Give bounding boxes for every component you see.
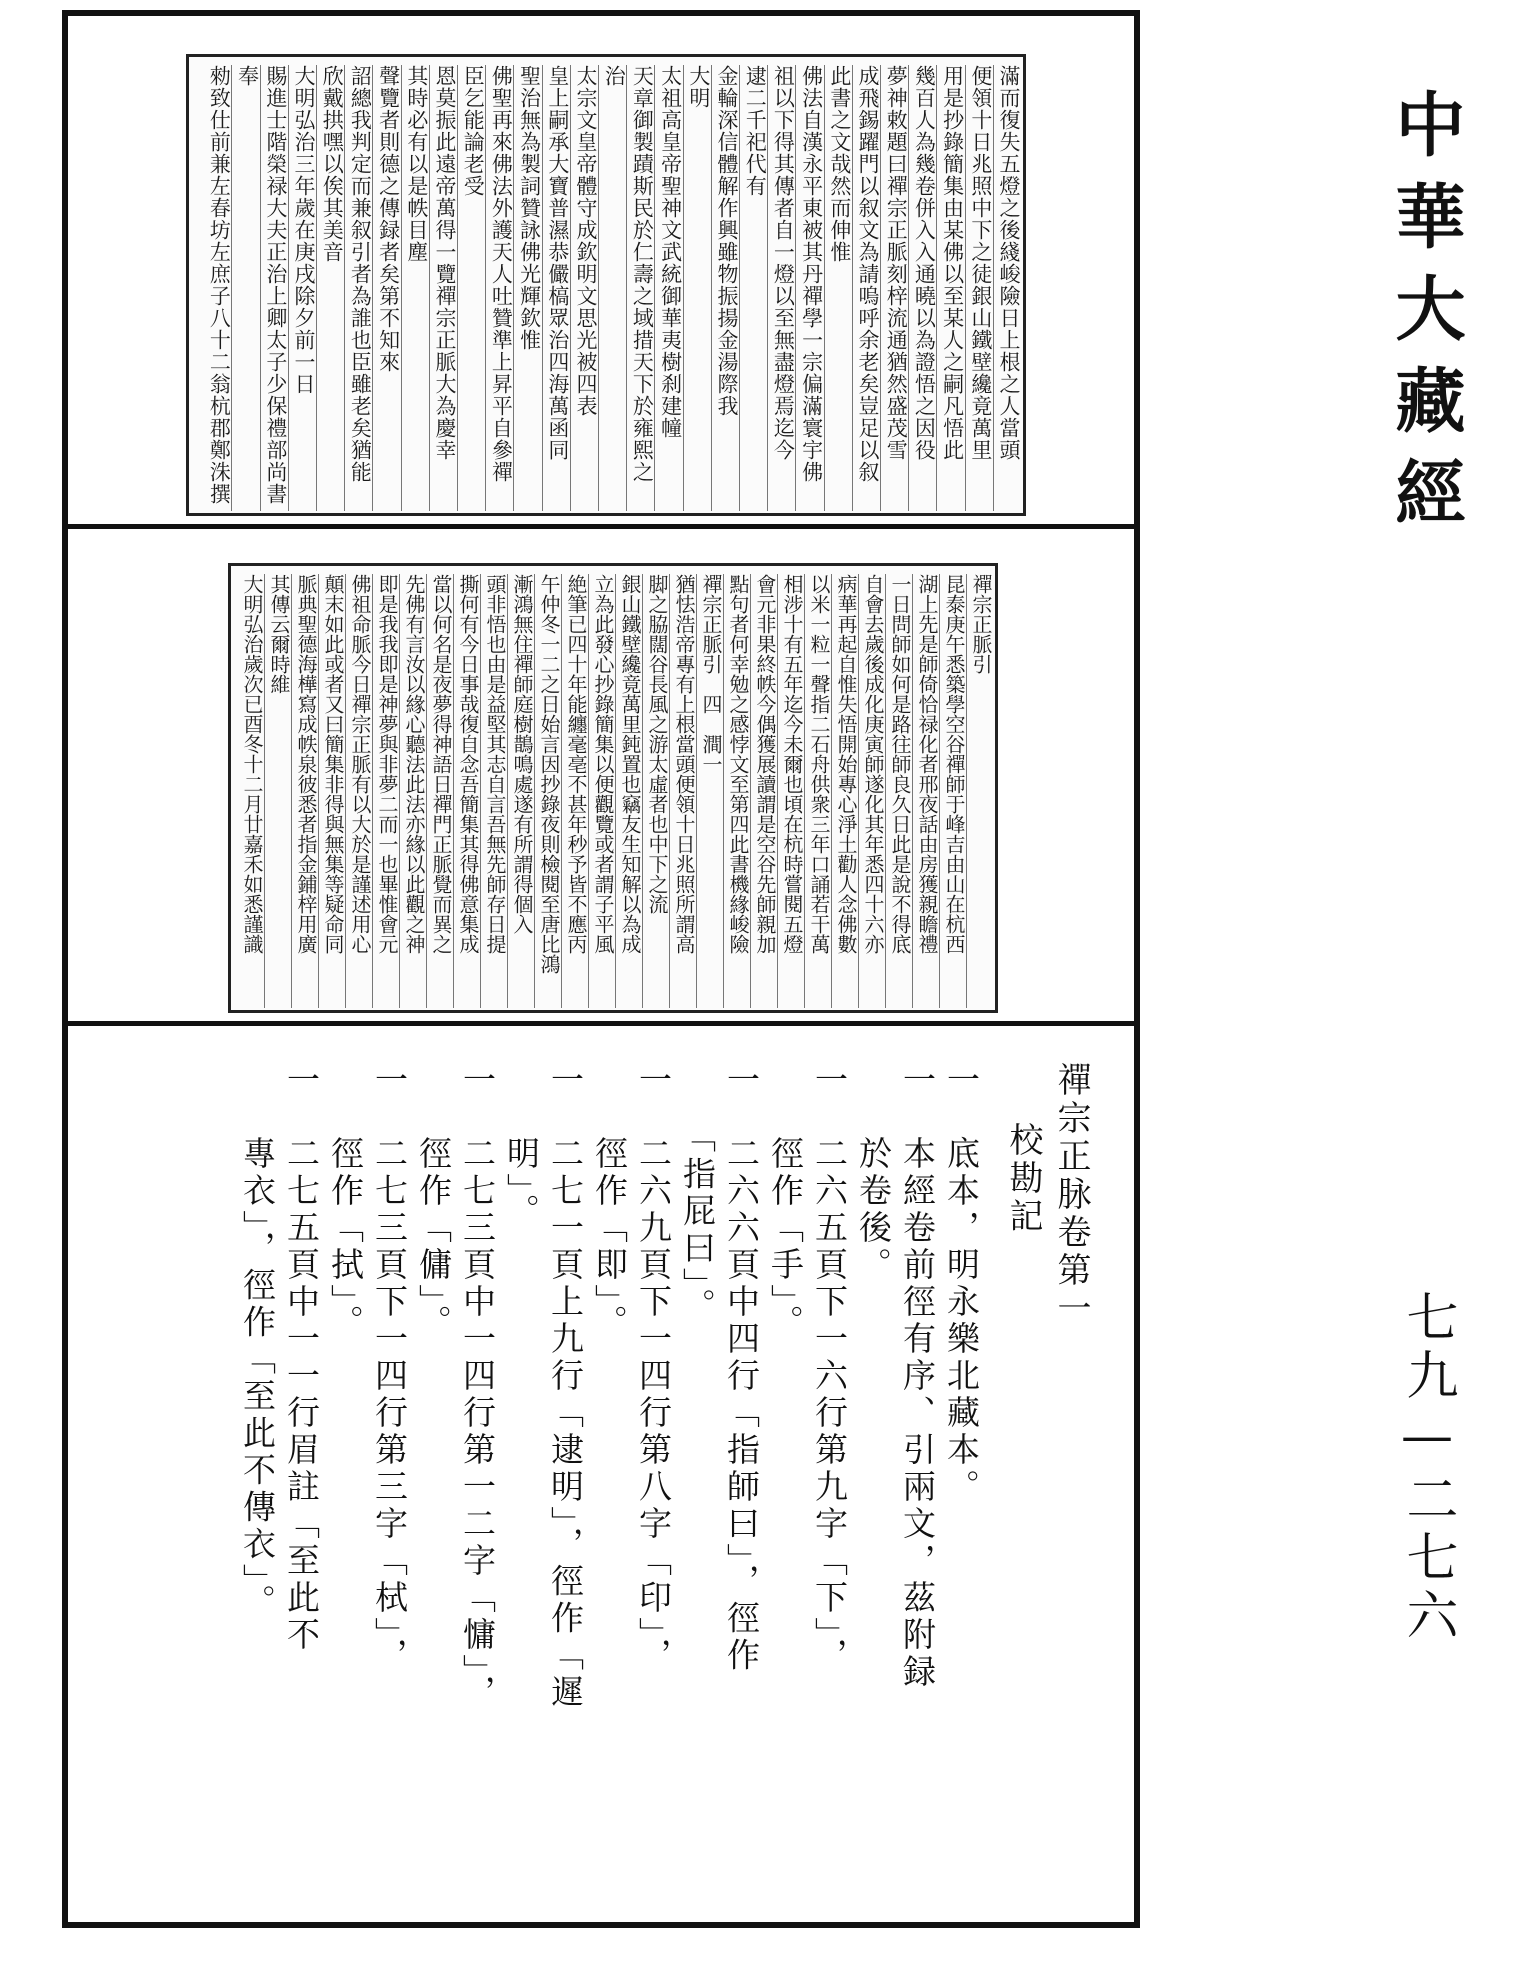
middle-text-column: 顛末如此或者又曰簡集非得與無集等疑命同 [321,574,345,954]
middle-text-column-rule [777,574,778,1008]
middle-text-column: 即是我我即是神夢與非夢二而一也畢惟會元 [375,574,399,954]
top-text-column-rule [654,65,655,511]
middle-text-column-rule [642,574,643,1008]
top-text-column-rule [542,65,543,511]
middle-text-column-rule [318,574,319,1008]
top-text-column-rule [711,65,712,511]
middle-text-column-rule [831,574,832,1008]
note-column: 「指屁曰」。 [678,1062,717,1325]
note-column: 一 二七三頁下一四行第三字「栻」， [370,1062,409,1675]
middle-text-column-rule [426,574,427,1008]
middle-text-column: 會元非果終帙今偶獲展讀謂是空谷先師親加 [753,574,777,954]
top-text-column: 大明 [686,65,711,109]
top-text-column-rule [429,65,430,511]
top-text-column: 天章御製蹟斯民於仁壽之域措天下於雍熙之 [630,65,655,483]
middle-text-column-rule [372,574,373,1008]
top-text-column-rule [626,65,627,511]
top-text-column-rule [852,65,853,511]
middle-text-column: 脈典聖德海樺寫成帙泉彼悉者指金鋪梓用廣 [294,574,318,954]
top-text-column-rule [570,65,571,511]
middle-text-column: 猶怯浩帝專有上根當頭便領十日兆照所謂高 [672,574,696,954]
notes-subtitle: 校勘記 [1003,1122,1043,1236]
top-text-column-rule [485,65,486,511]
top-text-column: 佛法自漢永平東被其丹禪學一宗偏滿寰宇佛 [799,65,824,483]
top-text-column: 此書之文哉然而伸惟 [827,65,852,263]
notes-title: 禪宗正脉卷第一 [1051,1062,1091,1328]
top-text-column-rule [880,65,881,511]
top-text-column-rule [316,65,317,511]
top-text-column: 太宗文皇帝體守成欽明文思光被四表 [574,65,598,417]
top-text-column-rule [288,65,289,511]
middle-panel [68,529,1134,1021]
top-text-column: 便領十日兆照中下之徒銀山鐵壁纔竟萬里 [968,65,993,461]
middle-text-column-rule [534,574,535,1008]
middle-text-column: 脚之脇闊谷長風之游太虛者也中下之流 [645,574,669,914]
top-text-column: 詔總我判定而兼叙引者為誰也臣雖老矣猶能 [348,65,373,483]
top-text-column: 滿而復失五燈之後綫峻險日上根之人當頭 [997,65,1021,461]
middle-text-column: 相涉十有五年迄今未爾也頃在杭時嘗閱五燈 [780,574,804,954]
note-column: 一 本經卷前徑有序、引兩文，茲附録 [898,1062,937,1691]
middle-text-column-rule [939,574,940,1008]
middle-text-column-rule [291,574,292,1008]
top-text-column: 逮二千祀代有 [743,65,768,197]
middle-text-column: 絶筆已四十年能纏毫亳不甚年秒予皆不應丙 [564,574,588,954]
top-text-column: 其時必有以是帙目塵 [404,65,429,263]
note-column: 徑作「即」。 [590,1062,629,1342]
top-text-column: 聖治無為製詞贊詠佛光輝欽惟 [517,65,542,351]
top-text-column: 皇上嗣承大寶普濕恭儼槁眾治四海萬函同 [545,65,570,461]
middle-text-column-rule [669,574,670,1008]
notes-text-area [168,1062,1091,1902]
top-text-column-rule [965,65,966,511]
middle-text-column: 當以何名是夜夢得神語日禪門正脈覺而異之 [429,574,453,954]
page-number: 七九—二七六 [1397,1290,1457,1646]
note-column: 一 底本，明永樂北藏本。 [942,1062,981,1506]
note-column: 一 二六九頁下一四行第八字「印」， [634,1062,673,1675]
middle-text-column-rule [507,574,508,1008]
middle-text-column-rule [723,574,724,1008]
note-column: 徑作「傭」。 [414,1062,453,1342]
note-column: 於卷後。 [854,1062,893,1284]
middle-text-column: 病華再起自惟失悟開始專心淨土勸人念佛數 [834,574,858,954]
top-text-column-rule [231,65,232,511]
top-text-column: 賜進士階榮禄大夫正治上卿太子少保禮部尚書 [263,65,288,505]
notes-panel [68,1026,1134,1922]
top-text-column-rule [372,65,373,511]
middle-text-column: 禪宗正脈引 [969,574,993,674]
middle-text-column-rule [264,574,265,1008]
middle-text-column-rule [966,574,967,1008]
top-text-column: 用是抄錄簡集由某佛以至某人之嗣凡悟此 [940,65,965,461]
middle-text-column-rule [615,574,616,1008]
note-column: 徑作「拭」。 [326,1062,365,1342]
top-text-column-rule [739,65,740,511]
middle-text-column: 漸鴻無住禪師庭樹鵲鳴處遂有所謂得個入 [510,574,534,934]
top-scan-box [186,54,1026,516]
top-text-column-rule [936,65,937,511]
middle-text-column: 以米一粒一聲指二石舟供衆三年口誦若干萬 [807,574,831,954]
middle-text-column: 大明弘治歲次已酉冬十二月廿嘉禾如悉謹識 [240,574,264,954]
top-panel [68,16,1134,524]
note-column: 明」。 [502,1062,541,1231]
middle-text-column-rule [561,574,562,1008]
top-text-column: 金輪深信體解作興雖物振揚金湯際我 [715,65,739,417]
middle-scan-box [228,563,998,1013]
top-text-column: 欣戴拱嘿以俟其美音 [320,65,345,263]
top-text-column: 臣乞能論老受 [461,65,486,197]
middle-text-column: 先佛有言汝以緣心聽法此法亦緣以此觀之神 [402,574,426,954]
middle-text-area [231,574,995,1008]
note-column: 一 二七三頁中一四行第一二字「慵」， [458,1062,497,1712]
middle-text-column-rule [696,574,697,1008]
middle-text-column-rule [804,574,805,1008]
middle-text-column-rule [399,574,400,1008]
top-text-column-rule [767,65,768,511]
top-text-column-rule [908,65,909,511]
middle-text-column: 立為此發心抄錄簡集以便觀覽或者謂子平風 [591,574,615,954]
note-column: 一 二七五頁中一一行眉註「至此不 [282,1062,321,1654]
middle-text-column: 一日問師如何是路往師良久日此是說不得底 [888,574,912,954]
note-column: 一 二七一頁上九行「逮明」，徑作「遲 [546,1062,585,1712]
top-text-column: 成飛錫躍門以叙文為請嗚呼余老矣豈足以叙 [856,65,880,483]
middle-text-column-rule [858,574,859,1008]
middle-text-column: 禪宗正脈引 四 澗一 [699,574,723,774]
page-frame [62,10,1140,1928]
top-text-column-rule [993,65,994,511]
middle-text-column-rule [885,574,886,1008]
middle-text-column: 銀山鐵壁纔竟萬里鈍置也竊友生知解以為成 [618,574,642,954]
middle-text-column-rule [588,574,589,1008]
middle-text-column: 湖上先是師倚恰禄化者邢夜話由房獲親瞻禮 [915,574,939,954]
top-text-column: 奉 [235,65,260,87]
top-text-column-rule [457,65,458,511]
top-text-column: 幾百人為幾卷併入入通曉以為證悟之因役 [912,65,937,461]
note-column: 徑作「手」。 [766,1062,805,1342]
middle-text-column: 點句者何幸勉之感悖文至第四此書機緣峻險 [726,574,750,954]
top-text-column-rule [598,65,599,511]
middle-text-column: 撕何有今日事哉復自念吾簡集其得佛意集成 [456,574,480,954]
top-text-column: 勑致仕前兼左春坊左庶子八十二翁杭郡鄭洙撰 [207,65,232,505]
note-column: 專衣」，徑作「至此不傳衣」。 [238,1062,277,1621]
middle-text-column: 頭非悟也由是益堅其志自言吾無先師存日提 [483,574,507,954]
middle-text-column-rule [345,574,346,1008]
middle-text-column: 午仲冬一二之日始言因抄錄夜則檢閱至唐比鴻 [537,574,561,974]
top-text-column: 大明弘治三年歲在庚戌除夕前一日 [292,65,316,395]
top-text-area [189,65,1023,511]
middle-text-column-rule [480,574,481,1008]
top-text-column: 聲覽者則德之傳録者矣第不知來 [376,65,401,373]
middle-text-column: 自會去歲後成化庚寅師遂化其年悉四十六亦 [861,574,885,954]
middle-text-column: 佛祖命脈今日禪宗正脈有以大於是謹述用心 [348,574,372,954]
top-text-column-rule [683,65,684,511]
middle-text-column-rule [750,574,751,1008]
note-column: 一 二六六頁中四行「指師曰」，徑作 [722,1062,761,1675]
collection-title: 中華大藏經 [1384,88,1466,548]
top-text-column-rule [260,65,261,511]
top-text-column: 佛聖再來佛法外護天人吐贊準上昇平自參禪 [489,65,514,483]
top-text-column: 祖以下得其傳者自一燈以至無盡燈焉迄今 [771,65,796,461]
note-column: 一 二六五頁下一六行第九字「下」， [810,1062,849,1675]
top-text-column-rule [795,65,796,511]
top-text-column: 夢神敕題曰禪宗正脈刻梓流通猶然盛茂雪 [884,65,909,461]
middle-text-column: 其傳云爾時維 [267,574,291,694]
top-text-column-rule [401,65,402,511]
middle-text-column: 昆泰庚午悉築學空谷禪師于峰吉由山在杭西 [942,574,966,954]
middle-text-column-rule [912,574,913,1008]
top-text-column: 恩莫振此遠帝萬得一覽禪宗正脈大為慶幸 [433,65,457,461]
top-text-column-rule [344,65,345,511]
top-text-column: 治 [602,65,627,87]
top-text-column: 太祖高皇帝聖神文武統御華夷樹刹建幢 [658,65,683,439]
top-text-column-rule [824,65,825,511]
middle-text-column-rule [453,574,454,1008]
top-text-column-rule [513,65,514,511]
